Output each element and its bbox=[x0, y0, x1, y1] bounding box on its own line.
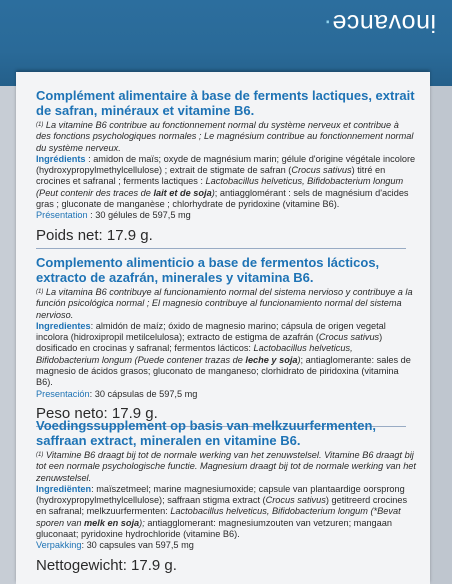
ingredients bbox=[36, 154, 416, 210]
presentation-text: : 30 cápsulas de 597,5 mg bbox=[89, 388, 198, 399]
ingredients-text: : almidón de maíz; óxido de magnesio marino; cápsula de origen vegetal incolora (hidroxipropil metilcelulosa); extracto de estigma de azafrán ( bbox=[36, 320, 386, 343]
ingredients-latin: Lactobacillus helveticus, Bifidobacterium longum (Puede contener trazas de bbox=[36, 343, 353, 365]
ingredients-text: ) getitreerd crocines en safranal; melkzuurfermenten: bbox=[36, 495, 408, 517]
section-nl bbox=[36, 419, 416, 574]
ingredients-latin: Lactobacillus helveticus, Bifidobacterium longum (Peut contenir des traces de bbox=[36, 176, 404, 198]
ingredients-label: Ingrédients bbox=[36, 153, 86, 164]
ingredients-label: Ingredientes bbox=[36, 320, 91, 331]
logo-dot-icon: · bbox=[323, 9, 332, 37]
presentation-text: : 30 gélules de 597,5 mg bbox=[87, 210, 191, 221]
ingredients-text: antiagglomerant: magnesiumzouten van vetzuren; mangaan gluconaat; pyridoxine hydrochloride (vitamine B6). bbox=[36, 517, 392, 540]
product-title: Complemento alimenticio a base de fermentos lácticos, extracto de azafrán, minerales y vitamina B6. bbox=[36, 255, 380, 285]
presentation-label: Presentación bbox=[36, 388, 90, 399]
ingredients-text: ; antiaglomerante: sales de magnesio de ácidos grasos; gluconato de manganeso; clorhidrato de piridoxina (vitamina B6). bbox=[36, 354, 411, 388]
ingredients-text: ) dosificado en crocinas y safranal; fermentos lácticos: bbox=[36, 332, 383, 354]
ingredients-latin: Crocus sativus bbox=[318, 332, 380, 343]
ingredients-latin: ); bbox=[139, 517, 145, 528]
presentation-label: Verpakking bbox=[36, 540, 82, 551]
net-weight: Nettogewicht: 17.9 g. bbox=[36, 556, 177, 574]
net-weight: Peso neto: 17.9 g. bbox=[36, 404, 158, 422]
ingredients-text: ) titré en crocines et safranal ; ferments lactiques : bbox=[36, 165, 386, 187]
allergen-text: lait et de soja bbox=[153, 187, 212, 198]
ingredients-text: ; antiagglomérant : sels de magnésium d'acides gras ; gluconate de manganèse ; chlorhydrate de pyridoxine (vitamine B6). bbox=[36, 187, 409, 210]
allergen-text: melk en soja bbox=[84, 517, 140, 528]
footnote-mark: (1) bbox=[36, 452, 44, 458]
footnote-mark: (1) bbox=[36, 122, 44, 128]
product-title: Complément alimentaire à base de ferments lactiques, extrait de safran, minéraux et vitamine B6. bbox=[36, 88, 415, 118]
ingredients bbox=[36, 321, 416, 389]
health-claim bbox=[36, 120, 416, 154]
ingredients-latin: Lactobacillus helveticus, Bifidobacterium longum (*Bevat sporen van bbox=[36, 506, 401, 528]
health-claim-text: Vitamine B6 draagt bij tot de normale werking van het zenuwstelsel. Vitamine B6 draagt bij tot een normale psychologische functie. Magnesium draagt bij tot de normale werking van het zenuwstelsel. bbox=[36, 450, 416, 483]
ingredients-latin: Crocus sativus bbox=[291, 165, 352, 176]
presentation bbox=[36, 210, 416, 221]
health-claim bbox=[36, 450, 416, 484]
health-claim bbox=[36, 287, 416, 321]
divider bbox=[36, 248, 406, 249]
footnote-mark: (1) bbox=[36, 289, 44, 295]
section-fr bbox=[36, 89, 416, 249]
health-claim-text: La vitamina B6 contribuye al funcionamiento normal del sistema nervioso y contribuye a la función psicológica normal ; El magnesio contribuye al funcionamiento normal del sistema nervioso. bbox=[36, 287, 413, 320]
ingredients-text: : maïszetmeel; marine magnesiumoxide; capsule van plantaardige oorsprong (hydroxypropylmethylcellulose); saffraan stigma extract ( bbox=[36, 483, 405, 506]
net-weight: Poids net: 17.9 g. bbox=[36, 226, 153, 244]
presentation bbox=[36, 389, 416, 400]
product-title: Voedingssupplement op basis van melkzuurfermenten, saffraan extract, mineralen en vitamine B6. bbox=[36, 418, 376, 448]
box-side-left bbox=[0, 86, 16, 584]
label-card bbox=[16, 72, 430, 584]
presentation-label: Présentation bbox=[36, 210, 88, 221]
ingredients-label: Ingrediënten bbox=[36, 483, 92, 494]
ingredients-text: : amidon de maïs; oxyde de magnésium marin; gélule d'origine végétale incolore (hydroxypropylmethylcellulose) ; extrait de stigmate de safran ( bbox=[36, 153, 416, 176]
brand-logo bbox=[323, 8, 436, 38]
ingredients-latin: ) bbox=[211, 187, 215, 198]
presentation-text: : 30 capsules van 597,5 mg bbox=[81, 540, 194, 551]
section-es bbox=[36, 256, 416, 427]
ingredients-latin: Crocus sativus bbox=[265, 495, 326, 506]
presentation bbox=[36, 540, 416, 551]
brand-name: inovance bbox=[331, 9, 436, 37]
allergen-text: leche y soja bbox=[245, 354, 298, 365]
ingredients bbox=[36, 484, 416, 540]
box-side-right bbox=[430, 86, 452, 584]
ingredients-latin: ) bbox=[297, 354, 301, 365]
health-claim-text: La vitamine B6 contribue au fonctionnement normal du système nerveux et contribue à des fonctions psychologiques normales ; Le magnésium contribue au fonctionnement normal du système nerveux. bbox=[36, 120, 414, 153]
